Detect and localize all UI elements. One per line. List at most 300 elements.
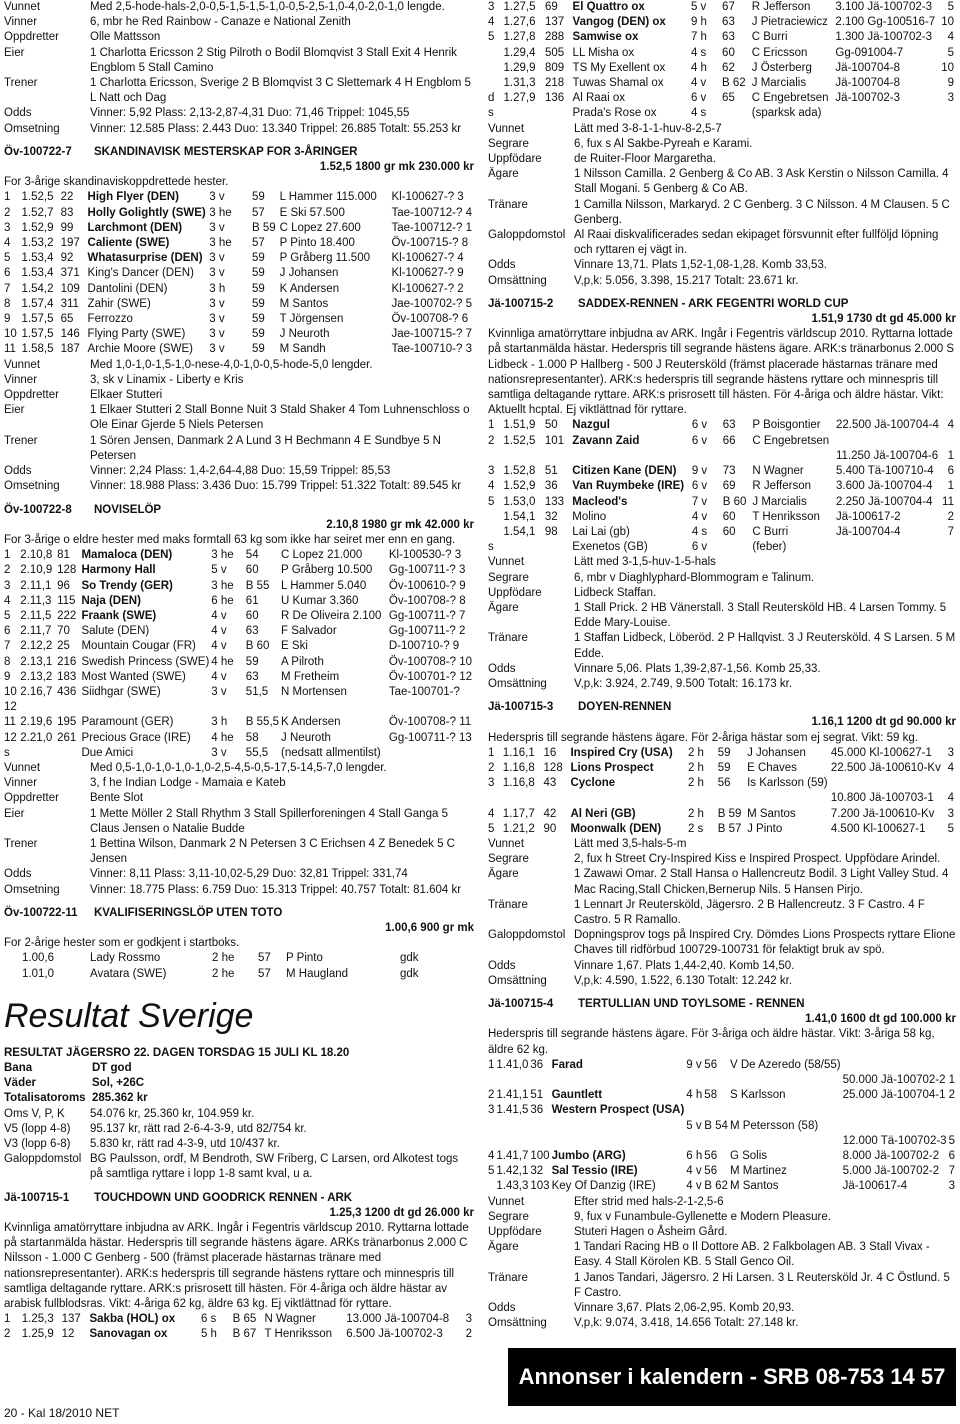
table-cell: So Trendy (GER) bbox=[81, 579, 173, 592]
table-cell: 3 v bbox=[209, 313, 225, 326]
table-cell: Gg-100711-? 13 bbox=[388, 731, 472, 744]
table-cell: Archie Moore (SWE) bbox=[87, 343, 193, 356]
table-cell: 2 bbox=[488, 761, 495, 774]
table-cell: 59 bbox=[251, 343, 265, 356]
table-cell: 1.31,3 bbox=[503, 77, 536, 90]
info-row bbox=[4, 883, 474, 898]
table-cell bbox=[723, 449, 753, 464]
table-cell: 2.100 Gg-100516-7 bbox=[835, 16, 936, 29]
table-cell: 62 bbox=[722, 61, 735, 74]
page-footer: 20 - Kal 18/2010 NET bbox=[4, 1406, 120, 1420]
table-cell: P Boisgontier bbox=[752, 419, 821, 432]
table-cell: 11 bbox=[4, 343, 16, 356]
race-conditions: Hederspris till segrande hästens ägare. För 3-åriga och äldre hästar. Vikt: 3-åriga 58 kg, äldre 62 kg. bbox=[488, 1028, 935, 1056]
table-cell: 51,5 bbox=[245, 685, 269, 698]
table-cell: M Santos bbox=[747, 807, 796, 820]
info-value: Lätt med 3-8-1-1-huv-8-2,5-7 bbox=[574, 122, 722, 135]
table-cell: 2.250 Jä-100704-4 bbox=[836, 495, 933, 508]
info-row bbox=[4, 1152, 474, 1182]
table-cell: 32 bbox=[544, 510, 558, 523]
table-cell: d bbox=[488, 92, 495, 105]
table-row bbox=[4, 1327, 474, 1342]
table-cell: 2.16,7 bbox=[20, 685, 53, 698]
table-cell: 4 v bbox=[691, 510, 708, 523]
table-cell: 81 bbox=[57, 549, 70, 562]
table-cell bbox=[4, 967, 22, 982]
result-table bbox=[4, 1312, 474, 1342]
table-cell bbox=[488, 1179, 496, 1194]
table-cell: 25.000 Jä-100704-1 bbox=[842, 1089, 946, 1102]
info-key: Vinner bbox=[4, 373, 38, 386]
race-header bbox=[488, 297, 956, 312]
table-cell bbox=[570, 791, 688, 806]
table-cell: J Johansen bbox=[279, 267, 339, 280]
table-cell: C Engebretsen bbox=[751, 92, 829, 105]
table-row bbox=[488, 746, 956, 761]
info-value: Bente Slot bbox=[90, 792, 144, 805]
table-cell: 1 bbox=[4, 191, 11, 204]
table-cell: 5 bbox=[947, 822, 954, 835]
table-cell: 43 bbox=[543, 777, 557, 790]
info-key: Vunnet bbox=[4, 358, 41, 371]
table-cell: J Neuroth bbox=[279, 328, 330, 341]
table-cell: 54 bbox=[245, 549, 259, 562]
table-cell: 59 bbox=[251, 191, 265, 204]
info-row bbox=[488, 1301, 956, 1316]
info-row bbox=[4, 1122, 474, 1137]
result-table bbox=[488, 746, 956, 837]
table-cell: Avatara (SWE) bbox=[90, 967, 167, 980]
table-cell: Zavann Zaid bbox=[572, 434, 640, 447]
table-cell: (feber) bbox=[752, 541, 787, 554]
info-row bbox=[4, 807, 474, 837]
info-row bbox=[488, 959, 956, 974]
table-cell: 4 s bbox=[691, 525, 708, 538]
table-cell: Whatasurprise (DEN) bbox=[87, 252, 203, 265]
right-column bbox=[488, 0, 956, 1340]
table-cell: 3 v bbox=[209, 343, 225, 356]
table-cell: 2.10,9 bbox=[20, 564, 53, 577]
table-cell: C Lopez 21.000 bbox=[281, 549, 363, 562]
table-row bbox=[4, 951, 421, 966]
table-cell: Jumbo (ARG) bbox=[551, 1150, 626, 1163]
table-cell: 56 bbox=[704, 1058, 718, 1071]
table-cell: 5 bbox=[488, 31, 495, 44]
table-cell: 5 v bbox=[686, 1119, 702, 1132]
table-row bbox=[488, 1179, 956, 1194]
race-id: Öv-100722-8 bbox=[4, 503, 72, 516]
table-cell: V De Azeredo (58/55) bbox=[729, 1058, 841, 1071]
info-row bbox=[488, 837, 956, 852]
table-cell: 63 bbox=[722, 16, 735, 29]
table-cell: Lai Lai (gb) bbox=[572, 525, 630, 538]
table-cell: 4 bbox=[488, 480, 495, 493]
table-cell: 436 bbox=[57, 685, 77, 698]
table-cell: 1.53,2 bbox=[21, 237, 54, 250]
race-header bbox=[4, 503, 474, 518]
table-cell: 1 bbox=[488, 1058, 495, 1071]
info-row bbox=[4, 791, 474, 806]
table-cell: 218 bbox=[544, 77, 565, 90]
table-cell: Jae-100715-? 7 bbox=[391, 328, 472, 341]
info-value: de Ruiter-Floor Margaretha. bbox=[574, 153, 716, 166]
info-value: 9, fux v Funambule-Gyllenette e Modern Pleasure. bbox=[574, 1210, 831, 1223]
table-cell: Tuwas Shamal ox bbox=[572, 77, 664, 90]
table-cell: Öv-100708-? 11 bbox=[388, 716, 472, 729]
table-cell: 9 bbox=[4, 313, 11, 326]
race-header bbox=[488, 700, 956, 715]
table-cell: 7.200 Jä-100610-Kv bbox=[830, 807, 935, 820]
table-cell: 261 bbox=[57, 731, 77, 744]
table-cell: 2 h bbox=[687, 777, 704, 790]
table-cell: 2 he bbox=[212, 967, 235, 980]
table-cell: Caliente (SWE) bbox=[87, 237, 170, 250]
info-value: Vinnare 3,67. Plats 2,06-2,95. Komb 20,93. bbox=[574, 1302, 795, 1315]
info-key: Vunnet bbox=[488, 1195, 525, 1208]
table-cell: B 54 bbox=[704, 1119, 728, 1132]
table-cell: Lions Prospect bbox=[570, 761, 654, 774]
table-cell: (sparksk ada) bbox=[751, 107, 822, 120]
table-cell: 10.800 Jä-100703-1 bbox=[830, 792, 934, 805]
table-cell: P Pinto 18.400 bbox=[279, 237, 355, 250]
table-cell: 3 he bbox=[211, 549, 234, 562]
info-value: Dopningsprov togs på Inspired Cry. Dömdes Lions Prospects ryttare Elione Chaves till ridförbud 100729-100731 för felaktigt bruk av spö. bbox=[574, 929, 956, 957]
info-key: Omsetning bbox=[4, 480, 60, 493]
race-name: TOUCHDOWN UND GOODRICK RENNEN - ARK bbox=[94, 1191, 353, 1204]
left-column bbox=[4, 0, 474, 1424]
table-cell: s bbox=[488, 107, 494, 120]
info-value: 6, fux s Al Sakbe-Pyreah e Karami. bbox=[574, 137, 753, 150]
table-cell: 115 bbox=[57, 594, 76, 607]
info-value: 1 Stall Prick. 2 HB Vänerstall. 3 Stall Reutersköld HB. 4 Larsen Tommy. 5 Edde Mary-Louise. bbox=[574, 601, 947, 630]
table-cell: 12 bbox=[4, 731, 17, 744]
table-cell bbox=[530, 1073, 551, 1088]
table-cell: D-100710-? 9 bbox=[388, 640, 460, 653]
table-cell: 4 bbox=[947, 792, 954, 805]
table-cell: 3 v bbox=[209, 328, 225, 341]
table-row bbox=[4, 312, 474, 327]
table-cell bbox=[503, 540, 544, 555]
table-cell: J Neuroth bbox=[281, 731, 331, 744]
info-row bbox=[4, 15, 474, 30]
table-cell: 9 bbox=[4, 670, 11, 683]
table-cell: 2 bbox=[488, 434, 495, 447]
info-key: Oppdretter bbox=[4, 792, 59, 805]
table-cell: B 60 bbox=[245, 640, 270, 653]
info-row bbox=[488, 1271, 956, 1301]
table-cell: M Santos bbox=[729, 1180, 779, 1193]
table-cell: s bbox=[488, 541, 494, 554]
info-key: Trener bbox=[4, 837, 38, 850]
track-info-key: Väder bbox=[4, 1077, 36, 1090]
table-cell bbox=[389, 746, 474, 761]
race-id: Jä-100715-4 bbox=[488, 998, 554, 1010]
table-row bbox=[488, 1058, 956, 1073]
table-cell: Is Karlsson (59) bbox=[747, 777, 828, 790]
table-cell: 4 v bbox=[211, 609, 227, 622]
table-cell: gdk bbox=[400, 967, 419, 980]
race-conditions: Kvinnliga amatörryttare inbjudna av ARK. Ingår i Fegentris världscup 2010. Ryttarna lottade på startanmälda hästar. Hederspris till segrande hästens ägare. ARK:s tränarbonus 2.000 S Lidbeck - 1.000 P Hallberg - 500 J Reutersköld (främst placerade hästarnas tränare med nationsrepresentanter). ARK:s hederspris till segrande hästens ryttare och minnespris till samtliga deltagande ryttare. ARK:s prisrosett till hästen. För 4-åriga och äldre hästar. Vikt: Aktuellt hcptal. Ej viktlättnad för ryttare. bbox=[488, 328, 955, 417]
table-cell: 3 bbox=[488, 1104, 495, 1117]
table-cell: 59 bbox=[717, 746, 731, 759]
table-row bbox=[488, 479, 956, 494]
table-row bbox=[4, 327, 474, 342]
info-row bbox=[488, 198, 956, 228]
table-row bbox=[4, 251, 474, 266]
table-cell: 25 bbox=[57, 640, 70, 653]
table-cell: 3 bbox=[4, 221, 11, 234]
table-cell: Jä-100617-2 bbox=[836, 510, 901, 523]
table-cell: 2 bbox=[4, 206, 11, 219]
table-cell bbox=[836, 540, 942, 555]
table-cell: 59 bbox=[717, 761, 731, 774]
table-cell: 1.41,5 bbox=[496, 1104, 529, 1117]
info-key: Tränare bbox=[488, 632, 528, 645]
track-info-row bbox=[4, 1076, 474, 1091]
table-cell: N Wagner bbox=[752, 465, 804, 478]
table-cell: C Engebretsen bbox=[752, 434, 830, 447]
table-cell bbox=[488, 1073, 496, 1088]
table-row bbox=[4, 967, 421, 982]
table-cell bbox=[723, 540, 753, 555]
table-cell: Citizen Kane (DEN) bbox=[572, 465, 677, 478]
table-cell: 65 bbox=[722, 92, 735, 105]
table-cell bbox=[552, 1134, 687, 1149]
table-cell: 9 v bbox=[691, 465, 708, 478]
table-cell: 7 bbox=[4, 282, 11, 295]
info-row bbox=[488, 1316, 956, 1331]
table-cell: 10 bbox=[4, 328, 17, 341]
table-cell: Samwise ox bbox=[572, 31, 639, 44]
table-cell: 5 bbox=[947, 46, 954, 59]
table-cell: 197 bbox=[60, 237, 80, 250]
table-cell: 6 bbox=[4, 267, 11, 280]
table-cell bbox=[488, 449, 503, 464]
table-cell: 6 he bbox=[211, 594, 234, 607]
info-value: 5.830 kr, rätt rad 4-3-9, utd 10/437 kr. bbox=[90, 1138, 280, 1151]
table-row bbox=[488, 76, 956, 91]
info-value: Vinner: 2,24 Plass: 1,4-2,64-4,88 Duo: 15,59 Trippel: 85,53 bbox=[90, 465, 391, 478]
table-cell bbox=[752, 449, 836, 464]
track-info-key: Totalisatoroms bbox=[4, 1092, 86, 1105]
table-cell: 60 bbox=[722, 525, 736, 538]
table-cell: C Lopez 27.600 bbox=[279, 221, 361, 234]
table-row bbox=[488, 15, 956, 30]
table-cell: 8.000 Jä-100702-2 bbox=[842, 1150, 940, 1163]
table-cell: A Pilroth bbox=[281, 655, 324, 668]
info-key: Vunnet bbox=[488, 122, 525, 135]
info-key: Oppdretter bbox=[4, 389, 59, 402]
table-cell: 56 bbox=[704, 1150, 718, 1163]
advert-banner[interactable]: Annonser i kalendern - SRB 08-753 14 57 bbox=[508, 1348, 956, 1406]
table-cell: 9 v bbox=[686, 1058, 702, 1071]
table-row bbox=[4, 579, 474, 594]
info-value: 1 Elkaer Stutteri 2 Stall Bonne Nuit 3 Stald Shaker 4 Tom Luhnenschloss o Ole Einar Gjerde 5 Niels Petersen bbox=[90, 404, 470, 432]
race-details: 1.51,9 1730 dt gd 45.000 kr bbox=[811, 313, 956, 326]
table-row bbox=[4, 190, 474, 205]
info-value: V,p,k: 5.056, 3.398, 15.217 Totalt: 23.671 kr. bbox=[574, 274, 799, 287]
info-value: Elkaer Stutteri bbox=[90, 389, 163, 402]
table-cell: Siidhgar (SWE) bbox=[81, 685, 161, 698]
table-cell bbox=[943, 776, 956, 791]
info-value: 95.137 kr, rätt rad 2-6-4-3-9, utd 82/754 kr. bbox=[90, 1122, 307, 1135]
info-row bbox=[4, 373, 474, 388]
table-cell: 2 bbox=[465, 1328, 472, 1341]
table-cell: 4 v bbox=[211, 625, 227, 638]
table-cell: 1 bbox=[4, 1313, 11, 1326]
info-row bbox=[488, 631, 956, 661]
table-cell: Sanovagan ox bbox=[89, 1328, 168, 1341]
table-cell: 103 bbox=[530, 1180, 550, 1193]
table-cell: Kl-100627-? 4 bbox=[391, 252, 464, 265]
table-cell: J Johansen bbox=[747, 746, 806, 759]
table-cell: 1.52,9 bbox=[503, 480, 536, 493]
table-cell: 1 bbox=[947, 449, 954, 462]
table-cell: 60 bbox=[245, 609, 259, 622]
info-value: Vinner: 5,92 Plass: 2,13-2,87-4,31 Duo: 71,46 Trippel: 1045,55 bbox=[90, 107, 410, 120]
table-cell: Kl-100627-? 3 bbox=[391, 191, 464, 204]
result-table bbox=[488, 418, 956, 555]
table-cell: 187 bbox=[60, 343, 80, 356]
table-cell: 1.52,7 bbox=[21, 206, 54, 219]
table-cell: N Wagner bbox=[264, 1313, 316, 1326]
table-cell: 60 bbox=[245, 564, 259, 577]
table-cell: 5 bbox=[4, 609, 11, 622]
table-cell bbox=[949, 1058, 956, 1073]
track-title: RESULTAT JÄGERSRO 22. DAGEN TORSDAG 15 JULI KL 18.20 bbox=[4, 1046, 350, 1059]
table-cell bbox=[530, 1134, 551, 1149]
info-key: Omsättning bbox=[488, 274, 547, 287]
table-cell: El Quattro ox bbox=[572, 1, 645, 13]
race-details: 1.16,1 1200 dt gd 90.000 kr bbox=[811, 716, 956, 729]
table-cell: Gg-100711-? 3 bbox=[388, 564, 466, 577]
table-cell: 66 bbox=[722, 434, 736, 447]
table-cell: Most Wanted (SWE) bbox=[81, 670, 186, 683]
table-cell bbox=[843, 1103, 949, 1118]
info-value: 1 Lennart Jr Reutersköld, Jägersro. 2 B Hallencreutz. 3 F Castro. 4 F Castro. 5 R Ramallo. bbox=[574, 898, 925, 926]
table-cell: 4.500 Kl-100627-1 bbox=[830, 822, 926, 835]
table-cell: 4 v bbox=[211, 640, 227, 653]
table-cell: Vangog (DEN) ox bbox=[572, 16, 666, 29]
info-key: Ägare bbox=[488, 601, 519, 614]
table-cell: 183 bbox=[57, 670, 77, 683]
table-cell: Prada's Rose ox bbox=[572, 107, 657, 120]
table-cell: 7 bbox=[948, 1165, 955, 1178]
info-row bbox=[488, 586, 956, 601]
info-key: Odds bbox=[4, 868, 32, 881]
table-cell: 1 bbox=[488, 419, 495, 432]
table-cell: gdk bbox=[400, 952, 419, 965]
table-cell: 3 v bbox=[211, 746, 227, 759]
table-cell: 50.000 Jä-100702-2 bbox=[842, 1074, 946, 1087]
info-key: Eier bbox=[4, 46, 25, 59]
table-row bbox=[4, 685, 474, 700]
table-cell: C Burri bbox=[752, 525, 789, 538]
table-cell bbox=[488, 76, 504, 91]
table-cell: 101 bbox=[544, 434, 564, 447]
track-info-row bbox=[4, 1091, 474, 1106]
table-cell: Lady Rossmo bbox=[90, 952, 161, 965]
table-cell: 5 v bbox=[690, 1, 707, 13]
info-row bbox=[488, 898, 956, 928]
table-cell: 99 bbox=[60, 221, 74, 234]
info-row bbox=[4, 434, 474, 464]
table-cell: 10 bbox=[941, 16, 954, 29]
table-cell: 3 bbox=[465, 1313, 472, 1326]
table-cell bbox=[730, 1073, 843, 1088]
table-cell: T Jörgensen bbox=[279, 313, 344, 326]
table-cell: 1.29,9 bbox=[503, 61, 536, 74]
info-value: Vinner: 12.585 Plass: 2.443 Duo: 13.340 Trippel: 26.885 Totalt: 55.253 kr bbox=[90, 122, 462, 135]
table-cell: 7 v bbox=[691, 495, 708, 508]
table-cell: 1.51,9 bbox=[503, 419, 536, 432]
table-cell: 63 bbox=[722, 31, 735, 44]
info-row bbox=[488, 852, 956, 867]
info-key: Tränare bbox=[488, 198, 528, 211]
table-cell: Jä-100704-4 bbox=[836, 525, 901, 538]
table-cell: 109 bbox=[60, 282, 80, 295]
table-cell bbox=[843, 1058, 949, 1073]
table-cell bbox=[545, 540, 572, 555]
table-cell: Öv-100610-? 9 bbox=[388, 579, 466, 592]
table-cell: Öv-100708-? 8 bbox=[388, 594, 466, 607]
info-key: Vunnet bbox=[488, 556, 525, 569]
table-cell: 7 bbox=[4, 640, 11, 653]
table-cell: 36 bbox=[544, 480, 558, 493]
table-cell: 11.250 Jä-100704-6 bbox=[836, 449, 939, 462]
table-cell bbox=[730, 1134, 843, 1149]
table-cell: 1 bbox=[4, 549, 11, 562]
table-cell: B 67 bbox=[232, 1328, 257, 1341]
info-row bbox=[488, 1240, 956, 1270]
table-row bbox=[488, 1073, 956, 1088]
info-row bbox=[488, 867, 956, 897]
table-cell: 4 v bbox=[686, 1165, 702, 1178]
table-cell: 5 bbox=[4, 252, 11, 265]
table-row bbox=[488, 1134, 956, 1149]
table-cell: T Henriksson bbox=[264, 1328, 333, 1341]
track-info-value: 285.362 kr bbox=[92, 1092, 148, 1105]
table-cell bbox=[496, 1073, 530, 1088]
table-cell: J Österberg bbox=[751, 61, 812, 74]
table-cell: 13.000 Jä-100704-8 bbox=[346, 1313, 450, 1326]
table-cell: Gg-091004-7 bbox=[835, 46, 904, 59]
info-value: Med 1,0-1,0-1,5-1,0-nese-4,0-1,0-0,5-hode-5,0 lengder. bbox=[90, 358, 373, 371]
table-cell: 59 bbox=[251, 282, 265, 295]
info-row bbox=[488, 1195, 956, 1210]
table-cell: 65 bbox=[60, 313, 74, 326]
info-value: Lidbeck Staffan. bbox=[574, 586, 657, 599]
info-row bbox=[4, 388, 474, 403]
table-cell: 4 he bbox=[211, 655, 234, 668]
table-cell: 51 bbox=[544, 465, 558, 478]
table-cell: Mamaloca (DEN) bbox=[81, 549, 173, 562]
table-cell: 57 bbox=[251, 206, 265, 219]
table-cell: M Sandh bbox=[279, 343, 326, 356]
table-row bbox=[4, 700, 474, 715]
table-cell bbox=[843, 1119, 949, 1134]
info-value: Vinner: 18.775 Plass: 6.759 Duo: 15.313 Trippel: 40.757 Totalt: 81.604 kr bbox=[90, 883, 462, 896]
table-cell: 3 v bbox=[209, 252, 225, 265]
table-row bbox=[488, 495, 956, 510]
table-cell: Paramount (GER) bbox=[81, 716, 174, 729]
table-cell: Jä-100704-8 bbox=[835, 77, 900, 90]
table-cell: K Andersen bbox=[281, 716, 341, 729]
table-cell: 1.42,1 bbox=[496, 1165, 529, 1178]
table-cell: High Flyer (DEN) bbox=[87, 191, 179, 204]
table-cell: 2 h bbox=[687, 807, 704, 820]
table-cell: Inspired Cry (USA) bbox=[570, 746, 673, 759]
